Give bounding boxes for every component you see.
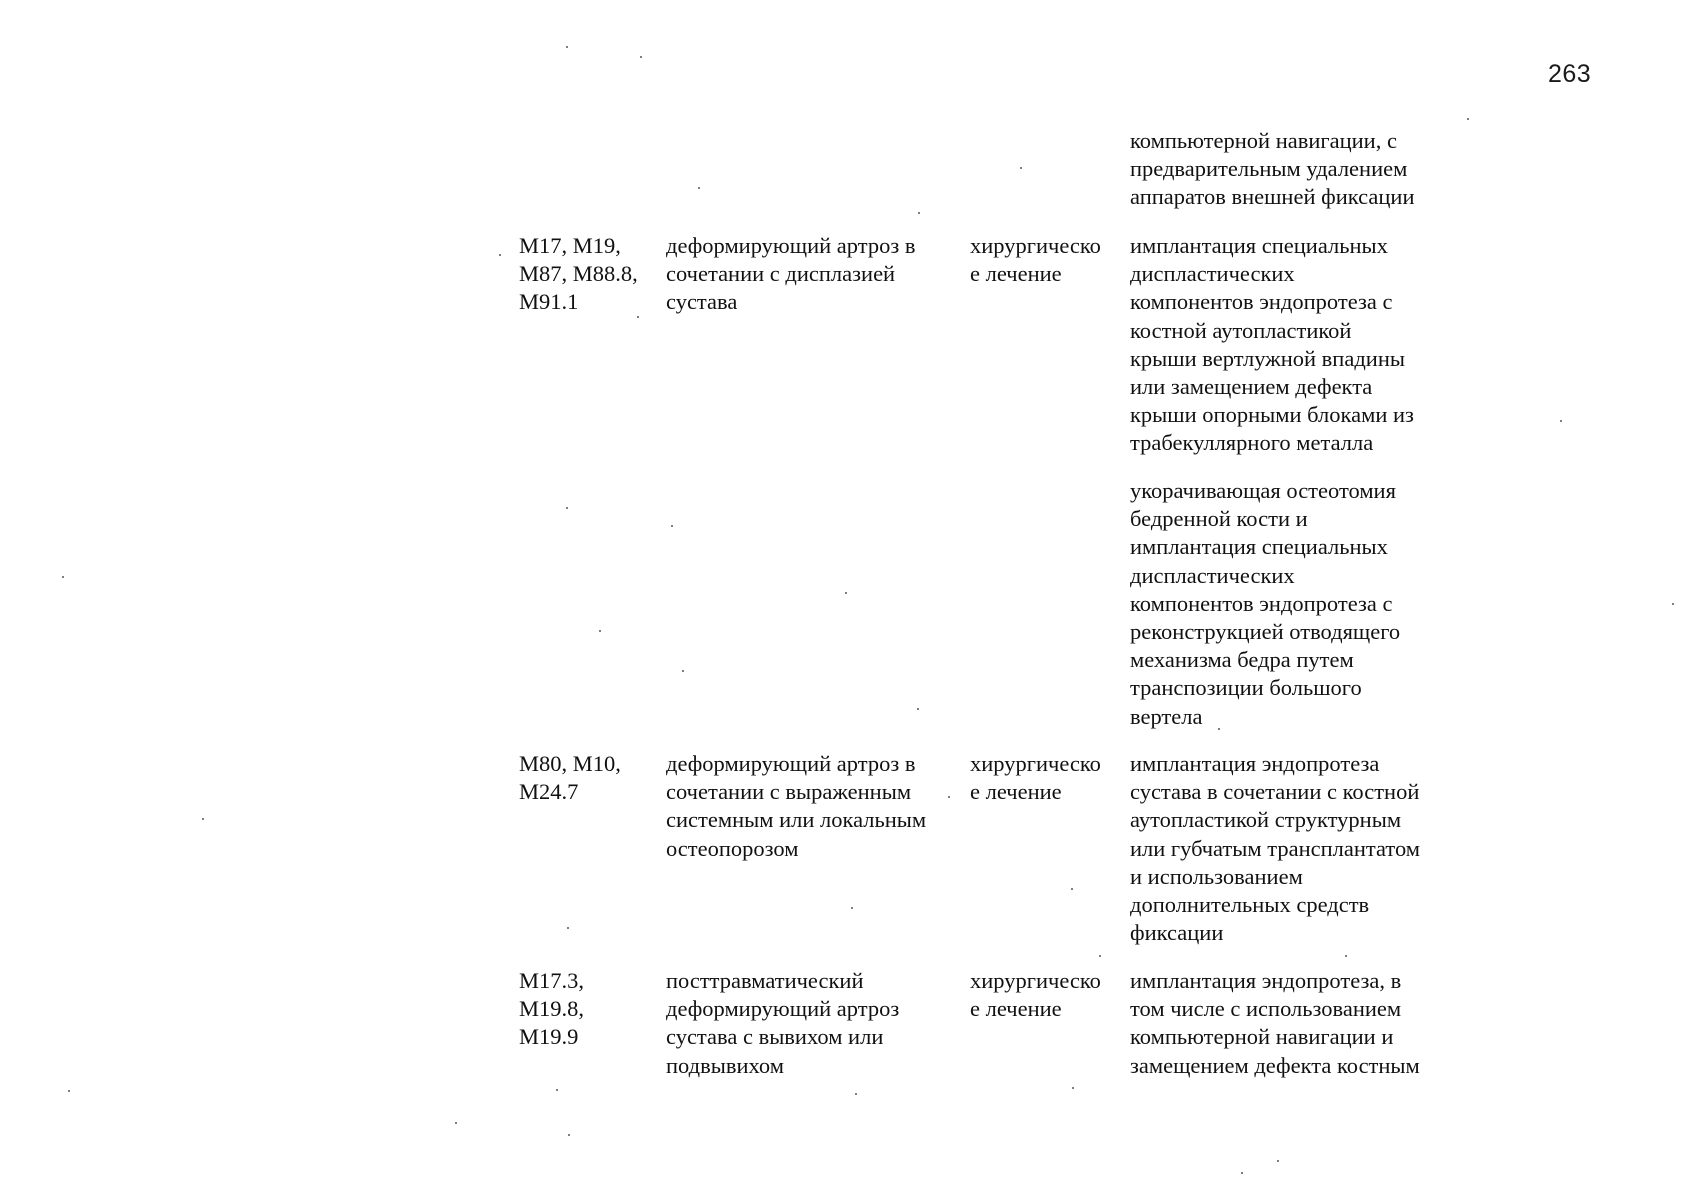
scan-speck <box>1099 955 1101 957</box>
scan-speck <box>1467 118 1469 120</box>
scan-speck <box>599 630 601 632</box>
scan-speck <box>1218 728 1220 730</box>
scan-speck <box>1071 888 1073 890</box>
scan-speck <box>1241 1172 1243 1174</box>
diagnosis-cell-1: деформирующий артроз в сочетании с дисплазией сустава <box>666 233 916 315</box>
diagnosis-cell-4: посттравматический деформирующий артроз сустава с вывихом или подвывихом <box>666 968 900 1078</box>
scan-speck <box>556 1089 558 1091</box>
scan-speck <box>455 1122 457 1124</box>
treatment-cell-3: хирургическо е лечение <box>970 751 1101 805</box>
scan-speck <box>682 670 684 672</box>
scan-speck <box>1277 1160 1279 1162</box>
method-cell-3: имплантация эндопротеза сустава в сочетании с костной аутопластикой структурным или губчатым трансплантатом и использованием дополнительных средств фиксации <box>1130 751 1421 946</box>
scan-speck <box>1560 420 1562 422</box>
scan-speck <box>917 708 919 710</box>
scan-speck <box>640 56 642 58</box>
scan-speck <box>845 592 847 594</box>
scan-speck <box>68 1090 70 1092</box>
method-cell-0: компьютерной навигации, с предварительным удалением аппаратов внешней фиксации <box>1130 128 1415 210</box>
scan-speck <box>855 1093 857 1095</box>
scan-speck <box>851 907 853 909</box>
scan-speck <box>1020 167 1022 169</box>
scan-speck <box>202 818 204 820</box>
scan-speck <box>948 796 950 798</box>
scan-speck <box>637 316 639 318</box>
treatment-cell-4: хирургическо е лечение <box>970 968 1101 1022</box>
scan-speck <box>62 576 64 578</box>
code-cell-3: M80, M10, M24.7 <box>519 751 621 805</box>
scan-speck <box>566 46 568 48</box>
page-number: 263 <box>1548 60 1592 88</box>
scan-speck <box>1072 1087 1074 1089</box>
method-cell-4: имплантация эндопротеза, в том числе с использованием компьютерной навигации и замещением дефекта костным <box>1130 968 1420 1078</box>
scan-speck <box>568 1134 570 1136</box>
scan-speck <box>1672 603 1674 605</box>
scan-speck <box>499 254 501 256</box>
method-cell-2: укорачивающая остеотомия бедренной кости и имплантация специальных диспластических компонентов эндопротеза с реконструкцией отводящего механизма бедра путем транспозиции большого вертела <box>1130 478 1401 729</box>
diagnosis-cell-3: деформирующий артроз в сочетании с выраженным системным или локальным остеопорозом <box>666 751 927 861</box>
scan-speck <box>567 927 569 929</box>
scan-speck <box>671 525 673 527</box>
scan-speck <box>566 507 568 509</box>
code-cell-1: M17, M19, M87, M88.8, M91.1 <box>519 233 638 315</box>
treatment-cell-1: хирургическо е лечение <box>970 233 1101 287</box>
code-cell-4: M17.3, M19.8, M19.9 <box>519 968 585 1050</box>
method-cell-1: имплантация специальных диспластических компонентов эндопротеза с костной аутопластикой крыши вертлужной впадины или замещением дефекта крыши опорными блоками из трабекуллярного металла <box>1130 233 1414 456</box>
scan-speck <box>1345 955 1347 957</box>
scan-speck <box>698 187 700 189</box>
scan-speck <box>918 212 920 214</box>
